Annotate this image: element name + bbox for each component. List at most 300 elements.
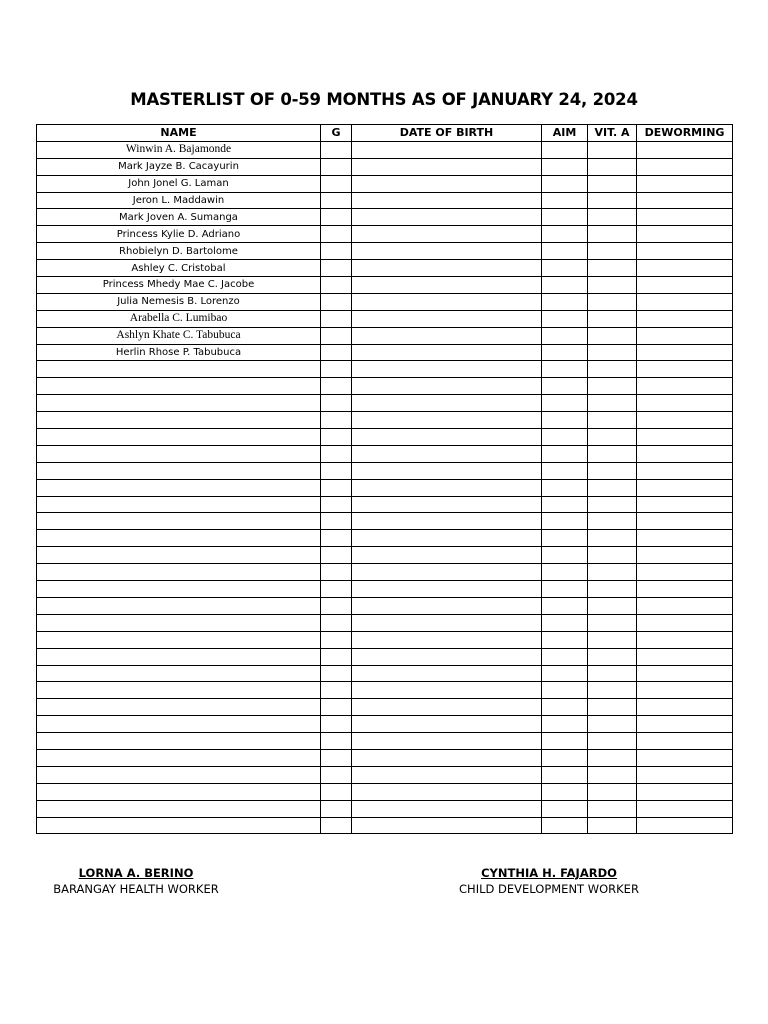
table-row <box>37 445 733 462</box>
signatory-role-right: CHILD DEVELOPMENT WORKER <box>459 882 639 896</box>
cell-name: Mark Jayze B. Cacayurin <box>37 158 321 175</box>
cell-name: Jeron L. Maddawin <box>37 192 321 209</box>
cell-gender <box>321 597 352 614</box>
cell-vit-a <box>588 445 637 462</box>
table-row <box>37 327 733 344</box>
cell-aim <box>542 564 588 581</box>
cell-deworming <box>637 800 733 817</box>
cell-vit-a <box>588 327 637 344</box>
cell-aim <box>542 192 588 209</box>
cell-vit-a <box>588 682 637 699</box>
cell-gender <box>321 682 352 699</box>
cell-gender <box>321 530 352 547</box>
cell-name <box>37 800 321 817</box>
cell-gender <box>321 817 352 834</box>
cell-gender <box>321 344 352 361</box>
cell-name <box>37 631 321 648</box>
cell-deworming <box>637 260 733 277</box>
table-row <box>37 158 733 175</box>
cell-gender <box>321 581 352 598</box>
cell-gender <box>321 445 352 462</box>
cell-vit-a <box>588 141 637 158</box>
cell-deworming <box>637 361 733 378</box>
cell-gender <box>321 800 352 817</box>
cell-gender <box>321 141 352 158</box>
cell-vit-a <box>588 766 637 783</box>
masterlist-table <box>36 124 733 834</box>
cell-gender <box>321 209 352 226</box>
cell-name <box>37 395 321 412</box>
cell-date-of-birth <box>352 310 542 327</box>
cell-deworming <box>637 530 733 547</box>
cell-name <box>37 412 321 429</box>
cell-vit-a <box>588 496 637 513</box>
cell-gender <box>321 479 352 496</box>
signatory-name-left: LORNA A. BERINO <box>78 866 194 880</box>
cell-date-of-birth <box>352 395 542 412</box>
table-row <box>37 429 733 446</box>
table-row <box>37 648 733 665</box>
cell-name: Arabella C. Lumibao <box>37 310 321 327</box>
cell-aim <box>542 682 588 699</box>
cell-date-of-birth <box>352 682 542 699</box>
table-row <box>37 361 733 378</box>
header-aim: AIM <box>542 125 588 142</box>
cell-name: Rhobielyn D. Bartolome <box>37 243 321 260</box>
cell-date-of-birth <box>352 429 542 446</box>
table-row <box>37 614 733 631</box>
table-row <box>37 243 733 260</box>
cell-deworming <box>637 665 733 682</box>
cell-gender <box>321 564 352 581</box>
table-row <box>37 530 733 547</box>
cell-gender <box>321 378 352 395</box>
table-row <box>37 310 733 327</box>
cell-deworming <box>637 412 733 429</box>
cell-vit-a <box>588 395 637 412</box>
table-row <box>37 192 733 209</box>
cell-deworming <box>637 749 733 766</box>
table-row <box>37 547 733 564</box>
cell-name <box>37 547 321 564</box>
cell-aim <box>542 226 588 243</box>
cell-date-of-birth <box>352 699 542 716</box>
cell-date-of-birth <box>352 749 542 766</box>
cell-gender <box>321 631 352 648</box>
cell-name <box>37 817 321 834</box>
cell-deworming <box>637 631 733 648</box>
cell-name <box>37 378 321 395</box>
cell-name <box>37 648 321 665</box>
cell-deworming <box>637 277 733 294</box>
cell-vit-a <box>588 817 637 834</box>
header-name: NAME <box>37 125 321 142</box>
cell-deworming <box>637 766 733 783</box>
cell-name <box>37 766 321 783</box>
table-row <box>37 733 733 750</box>
cell-deworming <box>637 175 733 192</box>
cell-name <box>37 361 321 378</box>
cell-aim <box>542 749 588 766</box>
cell-deworming <box>637 192 733 209</box>
table-row <box>37 412 733 429</box>
cell-date-of-birth <box>352 361 542 378</box>
cell-gender <box>321 783 352 800</box>
table-row <box>37 749 733 766</box>
table-row <box>37 665 733 682</box>
cell-gender <box>321 547 352 564</box>
cell-gender <box>321 462 352 479</box>
cell-aim <box>542 581 588 598</box>
table-row <box>37 395 733 412</box>
table-row <box>37 817 733 834</box>
table-row <box>37 344 733 361</box>
cell-vit-a <box>588 209 637 226</box>
cell-gender <box>321 614 352 631</box>
cell-vit-a <box>588 631 637 648</box>
cell-gender <box>321 429 352 446</box>
cell-date-of-birth <box>352 293 542 310</box>
signatory-role-left: BARANGAY HEALTH WORKER <box>53 882 219 896</box>
cell-aim <box>542 766 588 783</box>
table-row <box>37 378 733 395</box>
cell-name <box>37 614 321 631</box>
table-row <box>37 800 733 817</box>
cell-aim <box>542 158 588 175</box>
cell-aim <box>542 665 588 682</box>
cell-deworming <box>637 429 733 446</box>
cell-deworming <box>637 479 733 496</box>
cell-date-of-birth <box>352 581 542 598</box>
cell-deworming <box>637 445 733 462</box>
cell-date-of-birth <box>352 631 542 648</box>
cell-gender <box>321 226 352 243</box>
cell-vit-a <box>588 260 637 277</box>
cell-name <box>37 733 321 750</box>
cell-date-of-birth <box>352 141 542 158</box>
cell-name <box>37 749 321 766</box>
cell-gender <box>321 260 352 277</box>
cell-aim <box>542 513 588 530</box>
cell-deworming <box>637 817 733 834</box>
cell-vit-a <box>588 530 637 547</box>
table-row <box>37 141 733 158</box>
cell-date-of-birth <box>352 766 542 783</box>
cell-vit-a <box>588 716 637 733</box>
cell-date-of-birth <box>352 344 542 361</box>
cell-vit-a <box>588 479 637 496</box>
cell-deworming <box>637 547 733 564</box>
cell-aim <box>542 547 588 564</box>
cell-vit-a <box>588 429 637 446</box>
cell-date-of-birth <box>352 496 542 513</box>
cell-deworming <box>637 597 733 614</box>
table-row <box>37 783 733 800</box>
cell-aim <box>542 800 588 817</box>
cell-deworming <box>637 158 733 175</box>
table-body <box>37 141 733 834</box>
cell-name: Herlin Rhose P. Tabubuca <box>37 344 321 361</box>
cell-aim <box>542 699 588 716</box>
cell-aim <box>542 716 588 733</box>
cell-vit-a <box>588 462 637 479</box>
cell-deworming <box>637 226 733 243</box>
signature-block-right <box>434 865 664 897</box>
cell-deworming <box>637 581 733 598</box>
cell-deworming <box>637 648 733 665</box>
cell-name: Ashley C. Cristobal <box>37 260 321 277</box>
cell-vit-a <box>588 243 637 260</box>
cell-aim <box>542 260 588 277</box>
cell-gender <box>321 158 352 175</box>
cell-gender <box>321 243 352 260</box>
cell-name <box>37 445 321 462</box>
table-header-row <box>37 125 733 142</box>
cell-aim <box>542 344 588 361</box>
cell-aim <box>542 327 588 344</box>
cell-date-of-birth <box>352 817 542 834</box>
cell-deworming <box>637 344 733 361</box>
cell-aim <box>542 614 588 631</box>
cell-aim <box>542 479 588 496</box>
cell-aim <box>542 412 588 429</box>
table-row <box>37 597 733 614</box>
cell-date-of-birth <box>352 564 542 581</box>
cell-vit-a <box>588 344 637 361</box>
cell-vit-a <box>588 783 637 800</box>
header-date-of-birth: DATE OF BIRTH <box>352 125 542 142</box>
cell-deworming <box>637 783 733 800</box>
cell-vit-a <box>588 310 637 327</box>
cell-deworming <box>637 513 733 530</box>
table-row <box>37 564 733 581</box>
cell-name: John Jonel G. Laman <box>37 175 321 192</box>
cell-gender <box>321 412 352 429</box>
cell-gender <box>321 361 352 378</box>
cell-name <box>37 479 321 496</box>
cell-vit-a <box>588 733 637 750</box>
cell-deworming <box>637 395 733 412</box>
cell-deworming <box>637 462 733 479</box>
cell-deworming <box>637 209 733 226</box>
cell-gender <box>321 496 352 513</box>
cell-aim <box>542 597 588 614</box>
cell-aim <box>542 277 588 294</box>
cell-date-of-birth <box>352 716 542 733</box>
cell-gender <box>321 327 352 344</box>
cell-gender <box>321 699 352 716</box>
cell-date-of-birth <box>352 277 542 294</box>
table-row <box>37 479 733 496</box>
cell-date-of-birth <box>352 530 542 547</box>
cell-date-of-birth <box>352 733 542 750</box>
cell-date-of-birth <box>352 800 542 817</box>
table-row <box>37 462 733 479</box>
table-row <box>37 513 733 530</box>
cell-aim <box>542 631 588 648</box>
cell-aim <box>542 395 588 412</box>
cell-name: Winwin A. Bajamonde <box>37 141 321 158</box>
table-row <box>37 631 733 648</box>
cell-vit-a <box>588 293 637 310</box>
cell-date-of-birth <box>352 175 542 192</box>
table-row <box>37 277 733 294</box>
header-deworming: DEWORMING <box>637 125 733 142</box>
table-row <box>37 260 733 277</box>
cell-deworming <box>637 614 733 631</box>
cell-vit-a <box>588 800 637 817</box>
cell-name: Princess Mhedy Mae C. Jacobe <box>37 277 321 294</box>
cell-gender <box>321 293 352 310</box>
header-gender: G <box>321 125 352 142</box>
table-row <box>37 175 733 192</box>
cell-vit-a <box>588 547 637 564</box>
cell-gender <box>321 648 352 665</box>
cell-aim <box>542 445 588 462</box>
cell-name: Princess Kylie D. Adriano <box>37 226 321 243</box>
cell-name <box>37 581 321 598</box>
cell-gender <box>321 192 352 209</box>
cell-name <box>37 699 321 716</box>
table-row <box>37 496 733 513</box>
cell-date-of-birth <box>352 783 542 800</box>
header-vit-a: VIT. A <box>588 125 637 142</box>
cell-gender <box>321 513 352 530</box>
table-row <box>37 293 733 310</box>
cell-date-of-birth <box>352 260 542 277</box>
cell-deworming <box>637 243 733 260</box>
cell-vit-a <box>588 158 637 175</box>
table-row <box>37 699 733 716</box>
cell-vit-a <box>588 597 637 614</box>
cell-vit-a <box>588 749 637 766</box>
cell-date-of-birth <box>352 226 542 243</box>
cell-gender <box>321 665 352 682</box>
cell-vit-a <box>588 192 637 209</box>
cell-name <box>37 783 321 800</box>
cell-aim <box>542 733 588 750</box>
signatory-name-right: CYNTHIA H. FAJARDO <box>481 866 617 880</box>
cell-deworming <box>637 378 733 395</box>
cell-vit-a <box>588 614 637 631</box>
cell-name: Julia Nemesis B. Lorenzo <box>37 293 321 310</box>
cell-date-of-birth <box>352 648 542 665</box>
cell-date-of-birth <box>352 158 542 175</box>
cell-vit-a <box>588 513 637 530</box>
cell-deworming <box>637 141 733 158</box>
cell-date-of-birth <box>352 445 542 462</box>
cell-aim <box>542 817 588 834</box>
cell-date-of-birth <box>352 479 542 496</box>
cell-name <box>37 530 321 547</box>
cell-aim <box>542 530 588 547</box>
cell-gender <box>321 766 352 783</box>
cell-name <box>37 665 321 682</box>
cell-vit-a <box>588 361 637 378</box>
cell-aim <box>542 293 588 310</box>
table-row <box>37 766 733 783</box>
cell-deworming <box>637 293 733 310</box>
cell-aim <box>542 783 588 800</box>
cell-aim <box>542 141 588 158</box>
cell-name <box>37 496 321 513</box>
cell-gender <box>321 277 352 294</box>
cell-gender <box>321 395 352 412</box>
table-row <box>37 209 733 226</box>
cell-vit-a <box>588 378 637 395</box>
cell-deworming <box>637 496 733 513</box>
cell-aim <box>542 310 588 327</box>
cell-deworming <box>637 327 733 344</box>
signature-block-left <box>36 865 236 897</box>
cell-date-of-birth <box>352 665 542 682</box>
cell-gender <box>321 716 352 733</box>
cell-vit-a <box>588 665 637 682</box>
cell-date-of-birth <box>352 192 542 209</box>
cell-date-of-birth <box>352 209 542 226</box>
cell-name <box>37 429 321 446</box>
cell-deworming <box>637 699 733 716</box>
table-row <box>37 682 733 699</box>
cell-name: Ashlyn Khate C. Tabubuca <box>37 327 321 344</box>
cell-vit-a <box>588 175 637 192</box>
cell-name <box>37 682 321 699</box>
cell-vit-a <box>588 648 637 665</box>
page-title: MASTERLIST OF 0-59 MONTHS AS OF JANUARY 24, 2024 <box>130 90 638 109</box>
cell-deworming <box>637 716 733 733</box>
cell-date-of-birth <box>352 378 542 395</box>
cell-aim <box>542 648 588 665</box>
cell-aim <box>542 462 588 479</box>
cell-name <box>37 597 321 614</box>
cell-name <box>37 716 321 733</box>
cell-deworming <box>637 682 733 699</box>
cell-aim <box>542 496 588 513</box>
cell-aim <box>542 361 588 378</box>
cell-date-of-birth <box>352 462 542 479</box>
cell-aim <box>542 378 588 395</box>
cell-date-of-birth <box>352 614 542 631</box>
cell-gender <box>321 733 352 750</box>
cell-aim <box>542 429 588 446</box>
cell-date-of-birth <box>352 597 542 614</box>
cell-name: Mark Joven A. Sumanga <box>37 209 321 226</box>
cell-aim <box>542 243 588 260</box>
cell-deworming <box>637 564 733 581</box>
cell-deworming <box>637 733 733 750</box>
table-row <box>37 716 733 733</box>
cell-gender <box>321 749 352 766</box>
cell-vit-a <box>588 226 637 243</box>
cell-date-of-birth <box>352 547 542 564</box>
cell-vit-a <box>588 699 637 716</box>
cell-vit-a <box>588 581 637 598</box>
cell-date-of-birth <box>352 243 542 260</box>
cell-aim <box>542 209 588 226</box>
cell-vit-a <box>588 277 637 294</box>
table-row <box>37 581 733 598</box>
cell-aim <box>542 175 588 192</box>
cell-date-of-birth <box>352 327 542 344</box>
cell-vit-a <box>588 412 637 429</box>
cell-vit-a <box>588 564 637 581</box>
cell-gender <box>321 175 352 192</box>
cell-name <box>37 564 321 581</box>
cell-date-of-birth <box>352 513 542 530</box>
cell-date-of-birth <box>352 412 542 429</box>
cell-name <box>37 462 321 479</box>
cell-name <box>37 513 321 530</box>
